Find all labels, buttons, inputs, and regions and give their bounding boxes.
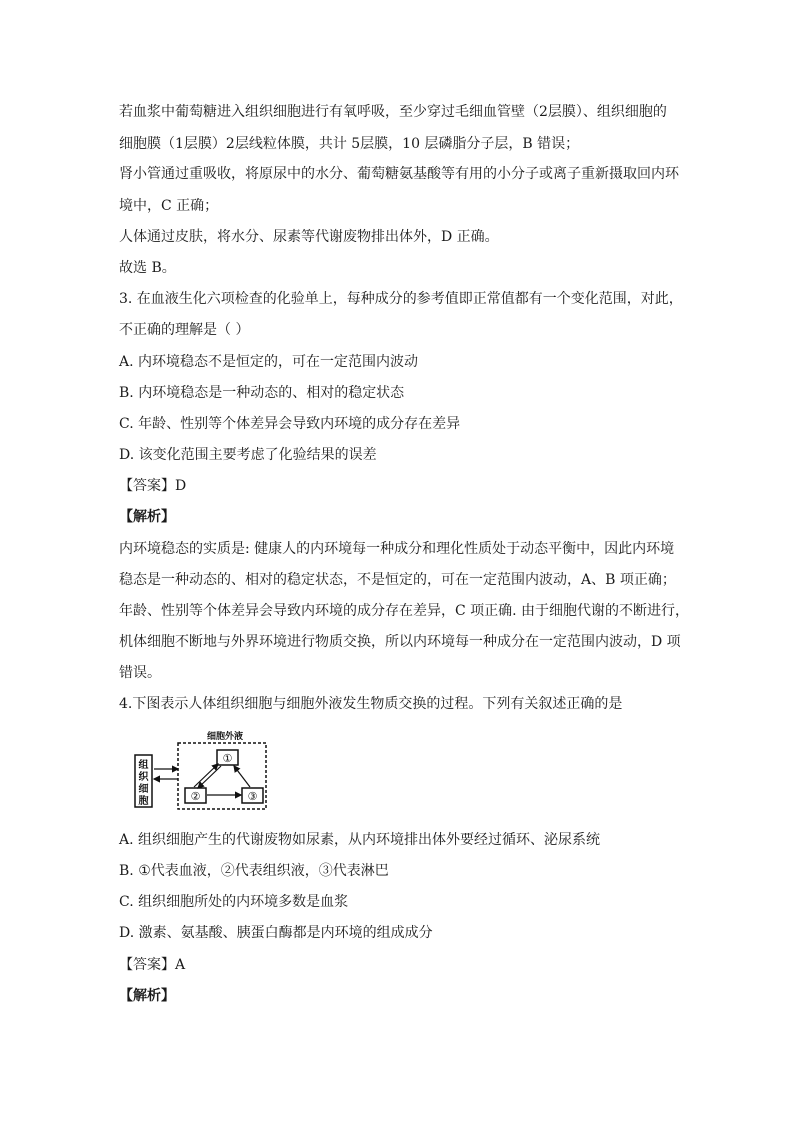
q3-analysis-line4: 机体细胞不断地与外界环境进行物质交换，所以内环境每一种成分在一定范围内波动，D 项 xyxy=(119,634,681,650)
para1-line1: 若血浆中葡萄糖进入组织细胞进行有氧呼吸，至少穿过毛细血管壁（2层膜）、组织细胞的 xyxy=(119,104,667,120)
q3-stem-line1: 3. 在血液生化六项检查的化验单上，每种成分的参考值即正常值都有一个变化范围，对此， xyxy=(119,291,683,307)
q3-option-c: C. 年龄、性别等个体差异会导致内环境的成分存在差异 xyxy=(119,416,461,432)
para2-line2: 境中，C 正确； xyxy=(119,198,219,214)
fluid-exchange-diagram xyxy=(130,728,270,814)
q4-option-c: C. 组织细胞所处的内环境多数是血浆 xyxy=(119,894,349,910)
q3-option-a: A. 内环境稳态不是恒定的，可在一定范围内波动 xyxy=(119,354,419,370)
q4-answer: 【答案】A xyxy=(119,957,186,973)
para2-line1: 肾小管通过重吸收，将原尿中的水分、葡萄糖氨基酸等有用的小分子或离子重新摄取回内环 xyxy=(119,166,679,182)
q4-option-d: D. 激素、氨基酸、胰蛋白酶都是内环境的组成成分 xyxy=(119,925,433,941)
q3-analysis-line1: 内环境稳态的实质是: 健康人的内环境每一种成分和理化性质处于动态平衡中，因此内环境 xyxy=(119,541,675,557)
para4: 故选 B。 xyxy=(119,260,176,276)
tissue-cell-char-4: 胞 xyxy=(138,796,149,807)
q3-analysis-label: 【解析】 xyxy=(119,509,175,525)
q3-option-b: B. 内环境稳态是一种动态的、相对的稳定状态 xyxy=(119,385,405,401)
arrow-2-to-1 xyxy=(194,764,218,787)
q4-option-a: A. 组织细胞产生的代谢废物如尿素，从内环境排出体外要经过循环、泌尿系统 xyxy=(119,832,601,848)
q3-analysis-line3: 年龄、性别等个体差异会导致内环境的成分存在差异，C 项正确. 由于细胞代谢的不断进行， xyxy=(119,603,690,619)
q3-analysis-line2: 稳态是一种动态的、相对的稳定状态，不是恒定的，可在一定范围内波动，A、B 项正确； xyxy=(119,572,676,588)
q3-option-d: D. 该变化范围主要考虑了化验结果的误差 xyxy=(119,447,377,463)
extracellular-fluid-label: 细胞外液 xyxy=(206,732,244,742)
q4-stem: 4.下图表示人体组织细胞与细胞外液发生物质交换的过程。下列有关叙述正确的是 xyxy=(119,696,623,712)
node-3-label: ③ xyxy=(247,790,258,803)
node-2-label: ② xyxy=(190,790,201,803)
arrow-1-to-2 xyxy=(198,766,221,788)
tissue-cell-char-1: 组 xyxy=(138,760,149,771)
q4-option-b: B. ①代表血液，②代表组织液，③代表淋巴 xyxy=(119,863,389,879)
tissue-cell-char-3: 细 xyxy=(138,784,149,795)
q3-answer: 【答案】D xyxy=(119,478,187,494)
para3: 人体通过皮肤，将水分、尿素等代谢废物排出体外，D 正确。 xyxy=(119,229,499,245)
node-1-label: ① xyxy=(222,752,233,765)
tissue-cell-char-2: 织 xyxy=(138,772,149,783)
para1-line2: 细胞膜（1层膜）2层线粒体膜，共计 5层膜，10 层磷脂分子层，B 错误； xyxy=(119,136,580,152)
q3-analysis-line5: 错误。 xyxy=(119,665,161,681)
q4-analysis-label: 【解析】 xyxy=(119,988,175,1004)
arrow-3-to-1 xyxy=(234,766,250,787)
q3-stem-line2: 不正确的理解是（ ） xyxy=(119,322,250,338)
